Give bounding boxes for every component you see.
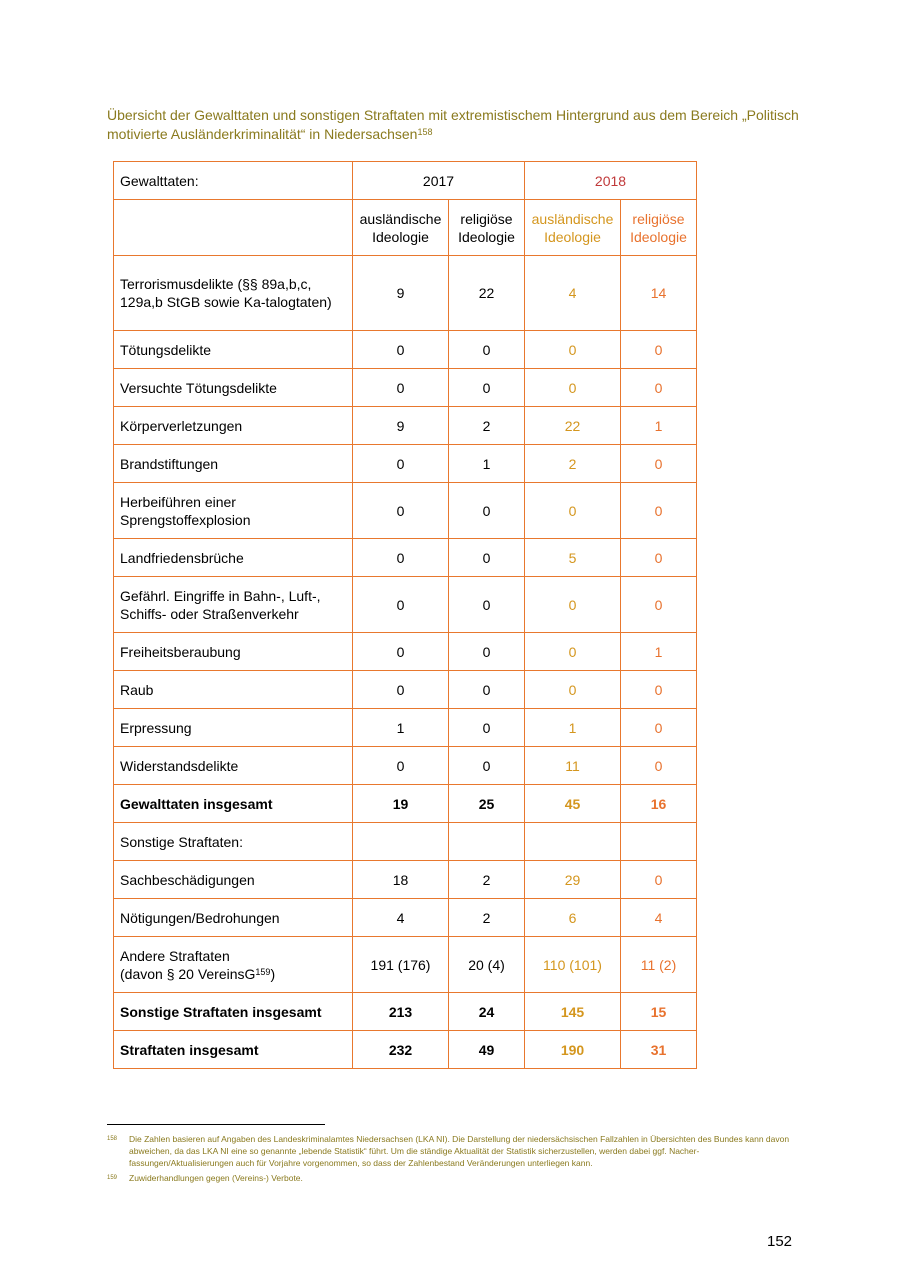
row-label — [114, 483, 353, 539]
cell-2017-religious: 49 — [449, 1031, 525, 1069]
row-label-text: Andere Straftaten — [120, 947, 230, 964]
cell-2017-foreign: 0 — [353, 331, 449, 369]
table-row — [114, 937, 697, 993]
table-row — [114, 577, 697, 633]
cell-2017-religious: 0 — [449, 369, 525, 407]
row-label-text: Sachbeschädigungen — [120, 871, 255, 888]
cell-2018-foreign: 5 — [525, 539, 621, 577]
header-corner: Gewalttaten: — [114, 162, 353, 200]
cell-2017-religious: 1 — [449, 445, 525, 483]
row-label — [114, 861, 353, 899]
header-2018-foreign: ausländische Ideologie — [525, 200, 621, 256]
footnote-text: Zuwiderhandlungen gegen (Vereins-) Verbote. — [129, 1173, 303, 1183]
table-row — [114, 785, 697, 823]
row-label — [114, 369, 353, 407]
cell-2018-religious: 14 — [621, 256, 697, 331]
table-row — [114, 823, 697, 861]
cell-2017-foreign: 0 — [353, 483, 449, 539]
cell-2017-religious — [449, 823, 525, 861]
cell-2018-foreign: 190 — [525, 1031, 621, 1069]
header-row-ideology — [114, 200, 697, 256]
row-label-text: Raub — [120, 681, 154, 698]
cell-2018-religious: 0 — [621, 709, 697, 747]
table-row — [114, 633, 697, 671]
header-2017-religious: religiöse Ideologie — [449, 200, 525, 256]
cell-2018-religious: 0 — [621, 445, 697, 483]
table-row — [114, 369, 697, 407]
row-label — [114, 407, 353, 445]
row-label — [114, 539, 353, 577]
cell-2017-foreign: 0 — [353, 369, 449, 407]
cell-2017-foreign: 0 — [353, 747, 449, 785]
row-label — [114, 633, 353, 671]
cell-2017-foreign: 232 — [353, 1031, 449, 1069]
row-label-text: Sonstige Straftaten: — [120, 833, 243, 850]
cell-2018-religious: 1 — [621, 407, 697, 445]
row-label — [114, 899, 353, 937]
cell-2018-foreign: 11 — [525, 747, 621, 785]
cell-2018-religious: 0 — [621, 331, 697, 369]
row-label-text: Versuchte Tötungsdelikte — [120, 379, 277, 396]
row-label — [114, 331, 353, 369]
cell-2018-religious: 0 — [621, 369, 697, 407]
row-label-text: Körperverletzungen — [120, 417, 243, 434]
table-row — [114, 1031, 697, 1069]
cell-2017-foreign: 0 — [353, 445, 449, 483]
row-label-text: Gewalttaten insgesamt — [120, 795, 273, 812]
cell-2017-religious: 0 — [449, 671, 525, 709]
table-row — [114, 861, 697, 899]
cell-2018-religious: 0 — [621, 861, 697, 899]
cell-2018-religious: 11 (2) — [621, 937, 697, 993]
cell-2017-religious: 25 — [449, 785, 525, 823]
row-label-text: Brandstiftungen — [120, 455, 219, 472]
table-row — [114, 671, 697, 709]
table-row — [114, 539, 697, 577]
cell-2017-religious: 24 — [449, 993, 525, 1031]
cell-2017-foreign: 4 — [353, 899, 449, 937]
cell-2018-religious — [621, 823, 697, 861]
footnote-ref-159: 159 — [255, 966, 271, 977]
cell-2018-foreign: 0 — [525, 369, 621, 407]
cell-2018-foreign: 1 — [525, 709, 621, 747]
row-label-text: Sonstige Straftaten insgesamt — [120, 1003, 322, 1020]
cell-2018-religious: 16 — [621, 785, 697, 823]
cell-2017-foreign: 0 — [353, 539, 449, 577]
cell-2018-religious: 0 — [621, 747, 697, 785]
footnote-158 — [107, 1133, 797, 1169]
header-blank — [114, 200, 353, 256]
cell-2018-religious: 0 — [621, 483, 697, 539]
table-row — [114, 709, 697, 747]
footnote-ref-158: 158 — [417, 127, 433, 137]
cell-2017-religious: 0 — [449, 483, 525, 539]
cell-2017-foreign: 0 — [353, 577, 449, 633]
cell-2017-religious: 22 — [449, 256, 525, 331]
page-number: 152 — [767, 1233, 793, 1250]
row-label-text: Landfriedensbrüche — [120, 549, 244, 566]
cell-2017-religious: 0 — [449, 577, 525, 633]
cell-2018-foreign: 2 — [525, 445, 621, 483]
header-2017-foreign: ausländische Ideologie — [353, 200, 449, 256]
cell-2018-foreign: 29 — [525, 861, 621, 899]
cell-2018-foreign: 0 — [525, 633, 621, 671]
cell-2018-religious: 0 — [621, 577, 697, 633]
cell-2017-foreign — [353, 823, 449, 861]
cell-2018-foreign: 45 — [525, 785, 621, 823]
cell-2017-foreign: 191 (176) — [353, 937, 449, 993]
table-row — [114, 483, 697, 539]
cell-2017-religious: 2 — [449, 407, 525, 445]
cell-2018-religious: 4 — [621, 899, 697, 937]
row-label — [114, 256, 353, 331]
cell-2017-foreign: 9 — [353, 256, 449, 331]
table-row — [114, 256, 697, 331]
row-label — [114, 823, 353, 861]
cell-2017-foreign: 1 — [353, 709, 449, 747]
row-label — [114, 937, 353, 993]
crime-statistics-table — [113, 161, 697, 1069]
table-row — [114, 899, 697, 937]
row-label-text: Straftaten insgesamt — [120, 1041, 259, 1058]
row-label-text: Herbeiführen einer Sprengstoffexplosion — [120, 493, 251, 528]
row-label — [114, 785, 353, 823]
cell-2017-religious: 20 (4) — [449, 937, 525, 993]
cell-2017-foreign: 19 — [353, 785, 449, 823]
row-label-text: Nötigungen/Bedrohungen — [120, 909, 280, 926]
cell-2018-foreign — [525, 823, 621, 861]
cell-2017-foreign: 18 — [353, 861, 449, 899]
cell-2018-foreign: 0 — [525, 577, 621, 633]
table-row — [114, 445, 697, 483]
cell-2017-religious: 0 — [449, 633, 525, 671]
footnote-number: 159 — [107, 1175, 118, 1181]
row-label-text: Gefährl. Eingriffe in Bahn-, Luft-, Schiffs- oder Straßenverkehr — [120, 587, 321, 622]
cell-2018-foreign: 145 — [525, 993, 621, 1031]
row-label-subtext: (davon § 20 VereinsG — [120, 965, 256, 982]
cell-2017-religious: 0 — [449, 539, 525, 577]
header-2017: 2017 — [353, 162, 525, 200]
cell-2017-religious: 2 — [449, 899, 525, 937]
table-row — [114, 993, 697, 1031]
footnote-divider — [107, 1124, 325, 1125]
cell-2018-foreign: 0 — [525, 331, 621, 369]
row-label-close: ) — [270, 965, 276, 982]
cell-2018-foreign: 22 — [525, 407, 621, 445]
table-title-text: Übersicht der Gewalttaten und sonstigen Straftaten mit extremistischem Hintergrund aus dem Bereich „Politisch motivierte Ausländerkriminalität“ in Niedersachsen — [107, 107, 799, 142]
cell-2017-foreign: 0 — [353, 671, 449, 709]
row-label-text: Terrorismusdelikte (§§ 89a,b,c, 129a,b StGB sowie Ka-talogtaten) — [120, 276, 332, 310]
footnote-text: Die Zahlen basieren auf Angaben des Landeskriminalamtes Niedersachsen (LKA NI). Die Darstellung der niedersächsischen Fallzahlen in Übersichten des Bundes kann davon abweichen, da das LKA NI eine so genannte „lebende Statistik“ führt. Um die ständige Aktualität der Statistik sicherzustellen, werden dabei ggf. Nacher-fassungen/Aktualisierungen auch für Vorjahre vorgenommen, so dass der Zahlenbestand Veränderungen unterliegen kann. — [129, 1134, 790, 1168]
table-row — [114, 407, 697, 445]
header-2018: 2018 — [525, 162, 697, 200]
cell-2017-foreign: 213 — [353, 993, 449, 1031]
header-2018-religious: religiöse Ideologie — [621, 200, 697, 256]
cell-2018-religious: 1 — [621, 633, 697, 671]
cell-2017-religious: 0 — [449, 709, 525, 747]
table-title — [107, 106, 807, 144]
footnote-159 — [107, 1172, 797, 1184]
cell-2018-religious: 31 — [621, 1031, 697, 1069]
row-label — [114, 1031, 353, 1069]
row-label — [114, 747, 353, 785]
row-label — [114, 709, 353, 747]
header-row-years — [114, 162, 697, 200]
row-label-text: Widerstandsdelikte — [120, 757, 239, 774]
row-label — [114, 577, 353, 633]
row-label-text: Erpressung — [120, 719, 192, 736]
table-row — [114, 331, 697, 369]
cell-2018-foreign: 110 (101) — [525, 937, 621, 993]
cell-2018-foreign: 0 — [525, 483, 621, 539]
cell-2018-religious: 15 — [621, 993, 697, 1031]
footnote-number: 158 — [107, 1136, 118, 1142]
row-label — [114, 445, 353, 483]
cell-2018-foreign: 6 — [525, 899, 621, 937]
table-row — [114, 747, 697, 785]
cell-2017-foreign: 9 — [353, 407, 449, 445]
cell-2017-religious: 0 — [449, 331, 525, 369]
cell-2018-foreign: 4 — [525, 256, 621, 331]
cell-2018-religious: 0 — [621, 671, 697, 709]
row-label — [114, 993, 353, 1031]
cell-2018-foreign: 0 — [525, 671, 621, 709]
cell-2017-foreign: 0 — [353, 633, 449, 671]
cell-2017-religious: 2 — [449, 861, 525, 899]
row-label-text: Tötungsdelikte — [120, 341, 212, 358]
row-label-text: Freiheitsberaubung — [120, 643, 241, 660]
row-label — [114, 671, 353, 709]
cell-2018-religious: 0 — [621, 539, 697, 577]
cell-2017-religious: 0 — [449, 747, 525, 785]
